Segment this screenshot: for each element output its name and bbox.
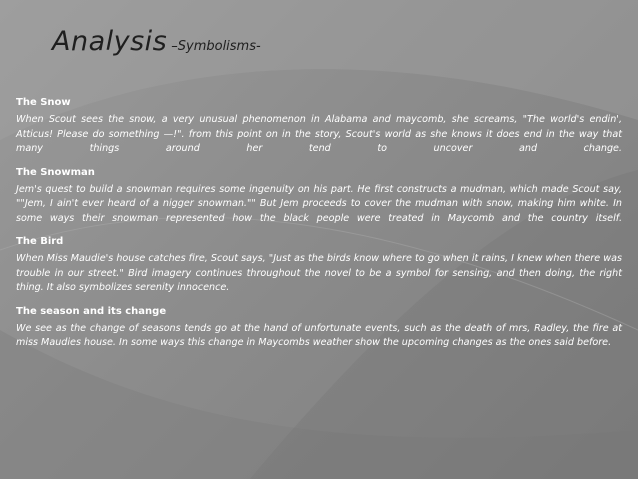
slide-title [52, 26, 261, 57]
section-body: When Scout sees the snow, a very unusual phenomenon in Alabama and maycomb, she screams, "The world's endin', Atticus! Please do something —!". from this point on in the story, Scout's world as she knows it does end in the way that many things around her tend to uncover and change. [16, 114, 622, 154]
section-heading: The Snowman [16, 166, 95, 178]
section-heading: The season and its change [16, 305, 167, 317]
section-heading: The Bird [16, 236, 64, 247]
section-body: When Miss Maudie's house catches fire, Scout says, "Just as the birds know where to go when it rains, I knew when there was trouble in our street." Bird imagery continues throughout the novel to be a symbol for sensing, and then doing, the right thing. It also symbolizes serenity innocence. [16, 253, 622, 293]
section-body: Jem's quest to build a snowman requires some ingenuity on his part. He first constructs a mudman, which made Scout say, ""Jem, I ain't ever heard of a nigger snowman."" But Jem proceeds to cover the mudman with snow, making him white. In some ways their snowman represented how the black people were treated in Maycomb and the country itself. [16, 183, 622, 224]
section-body: We see as the change of seasons tends go at the hand of unfortunate events, such as the death of mrs, Radley, the fire at miss Maudies house. In some ways this change in Maycombs weather show the upcoming changes as the ones said before. [16, 322, 622, 348]
section-season [16, 305, 622, 351]
title-main: Analysis [52, 26, 168, 57]
section-snowman [16, 166, 622, 227]
section-snow [16, 96, 622, 157]
section-heading: The Snow [16, 97, 71, 108]
content-area [16, 96, 622, 360]
title-subtitle: –Symbolisms- [171, 39, 261, 54]
section-bird [16, 235, 622, 296]
